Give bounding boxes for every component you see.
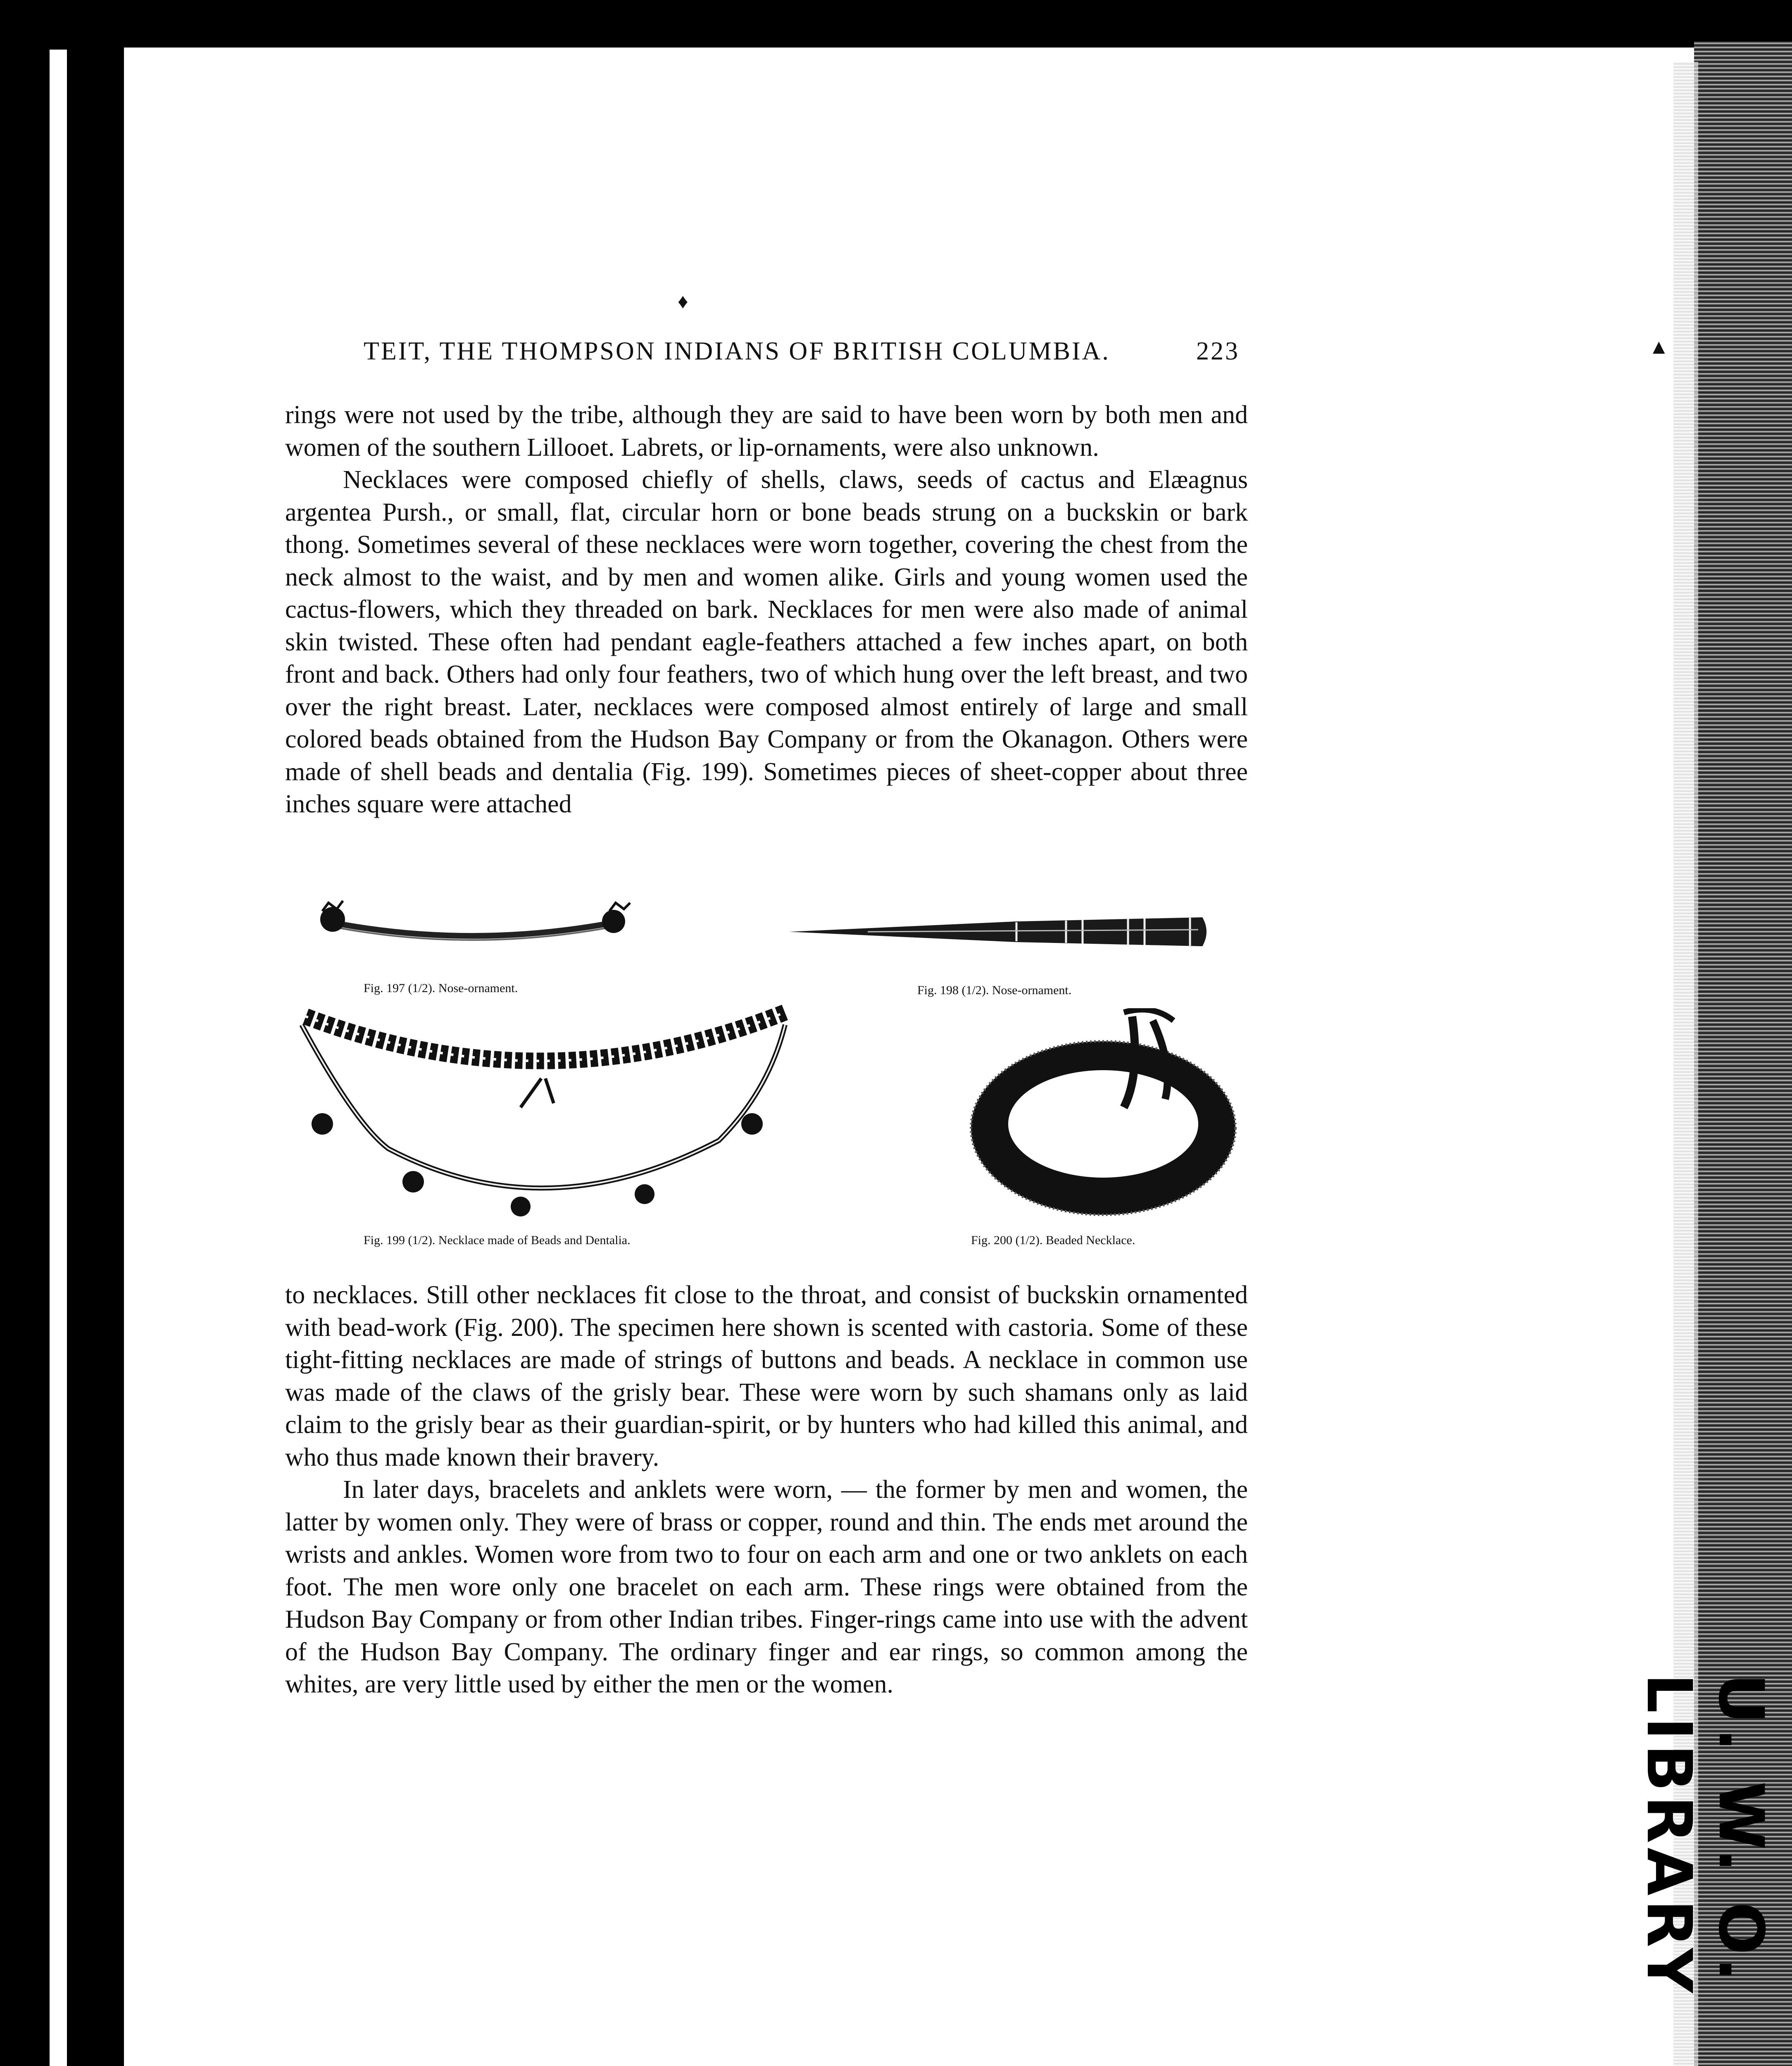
figure-200-caption: Fig. 200 (1/2). Beaded Necklace.: [971, 1233, 1135, 1247]
paragraph: to necklaces. Still other necklaces fit close to the throat, and consist of buckskin ornamented with bead-work (Fig. 200). The specimen here shown is scented with castoria. Some of these tight-fitting necklaces are made of strings of buttons and beads. A necklace in common use was made of the claws of the grisly bear. These were worn by such shamans only as laid claim to the grisly bear as their guardian-spirit, or by hunters who had killed this animal, and who thus made known their bravery.: [285, 1281, 1248, 1471]
fleuron-icon: ♦: [678, 290, 688, 313]
figure-199-caption: Fig. 199 (1/2). Necklace made of Beads and Dentalia.: [364, 1233, 631, 1247]
paragraph: Necklaces were composed chiefly of shells, claws, seeds of cactus and Elæagnus argentea Pursh., or small, flat, circular horn or bone beads strung on a buckskin or bark thong. Sometimes several of these necklaces were worn together, covering the chest from the neck almost to the waist, and by men and women alike. Girls and young women used the cactus-flowers, which they threaded on bark. Necklaces for men were also made of animal skin twisted. These often had pendant eagle-feathers attached a few inches apart, on both front and back. Others had only four feathers, two of which hung over the left breast, and two over the right breast. Later, necklaces were composed almost entirely of large and small colored beads obtained from the Hudson Bay Company or from the Okanagon. Others were made of shell beads and dentalia (Fig. 199). Sometimes pieces of sheet-copper about three inches square were attached: [285, 466, 1248, 818]
page-number: 223: [1196, 337, 1240, 365]
figure-197-caption: Fig. 197 (1/2). Nose-ornament.: [364, 981, 518, 995]
page-header: [364, 337, 1240, 370]
figure-199-necklace: [289, 1000, 818, 1231]
paragraph: rings were not used by the tribe, although they are said to have been worn by both men and women of the southern Lillooet. Labrets, or lip-ornaments, were also unknown.: [285, 401, 1248, 462]
figure-197-nose-ornament: [314, 897, 636, 959]
figure-198-nose-ornament: [785, 913, 1215, 950]
text-block-top: [285, 399, 1248, 821]
paragraph: In later days, bracelets and anklets were worn, — the former by men and women, the latter by women only. They were of brass or copper, round and thin. The ends met around the wrists and ankles. Women wore from two to four on each arm and one or two anklets on each foot. The men wore only one bracelet on each arm. These rings were obtained from the Hudson Bay Company or from other Indian tribes. Finger-rings came into use with the advent of the Hudson Bay Company. The ordinary finger and ear rings, so common among the whites, are very little used by either the men or the women.: [285, 1476, 1248, 1698]
figure-200-beaded-necklace: [959, 1008, 1248, 1231]
triangle-mark-icon: ▲: [1649, 335, 1669, 358]
text-block-bottom: [285, 1279, 1248, 1701]
library-stamp: U. W. O. LIBRARY: [1633, 1673, 1777, 1997]
scan-left-edge-strip: [50, 50, 67, 2066]
figure-198-caption: Fig. 198 (1/2). Nose-ornament.: [917, 983, 1072, 997]
running-title: TEIT, THE THOMPSON INDIANS OF BRITISH COLUMBIA.: [364, 337, 1110, 365]
